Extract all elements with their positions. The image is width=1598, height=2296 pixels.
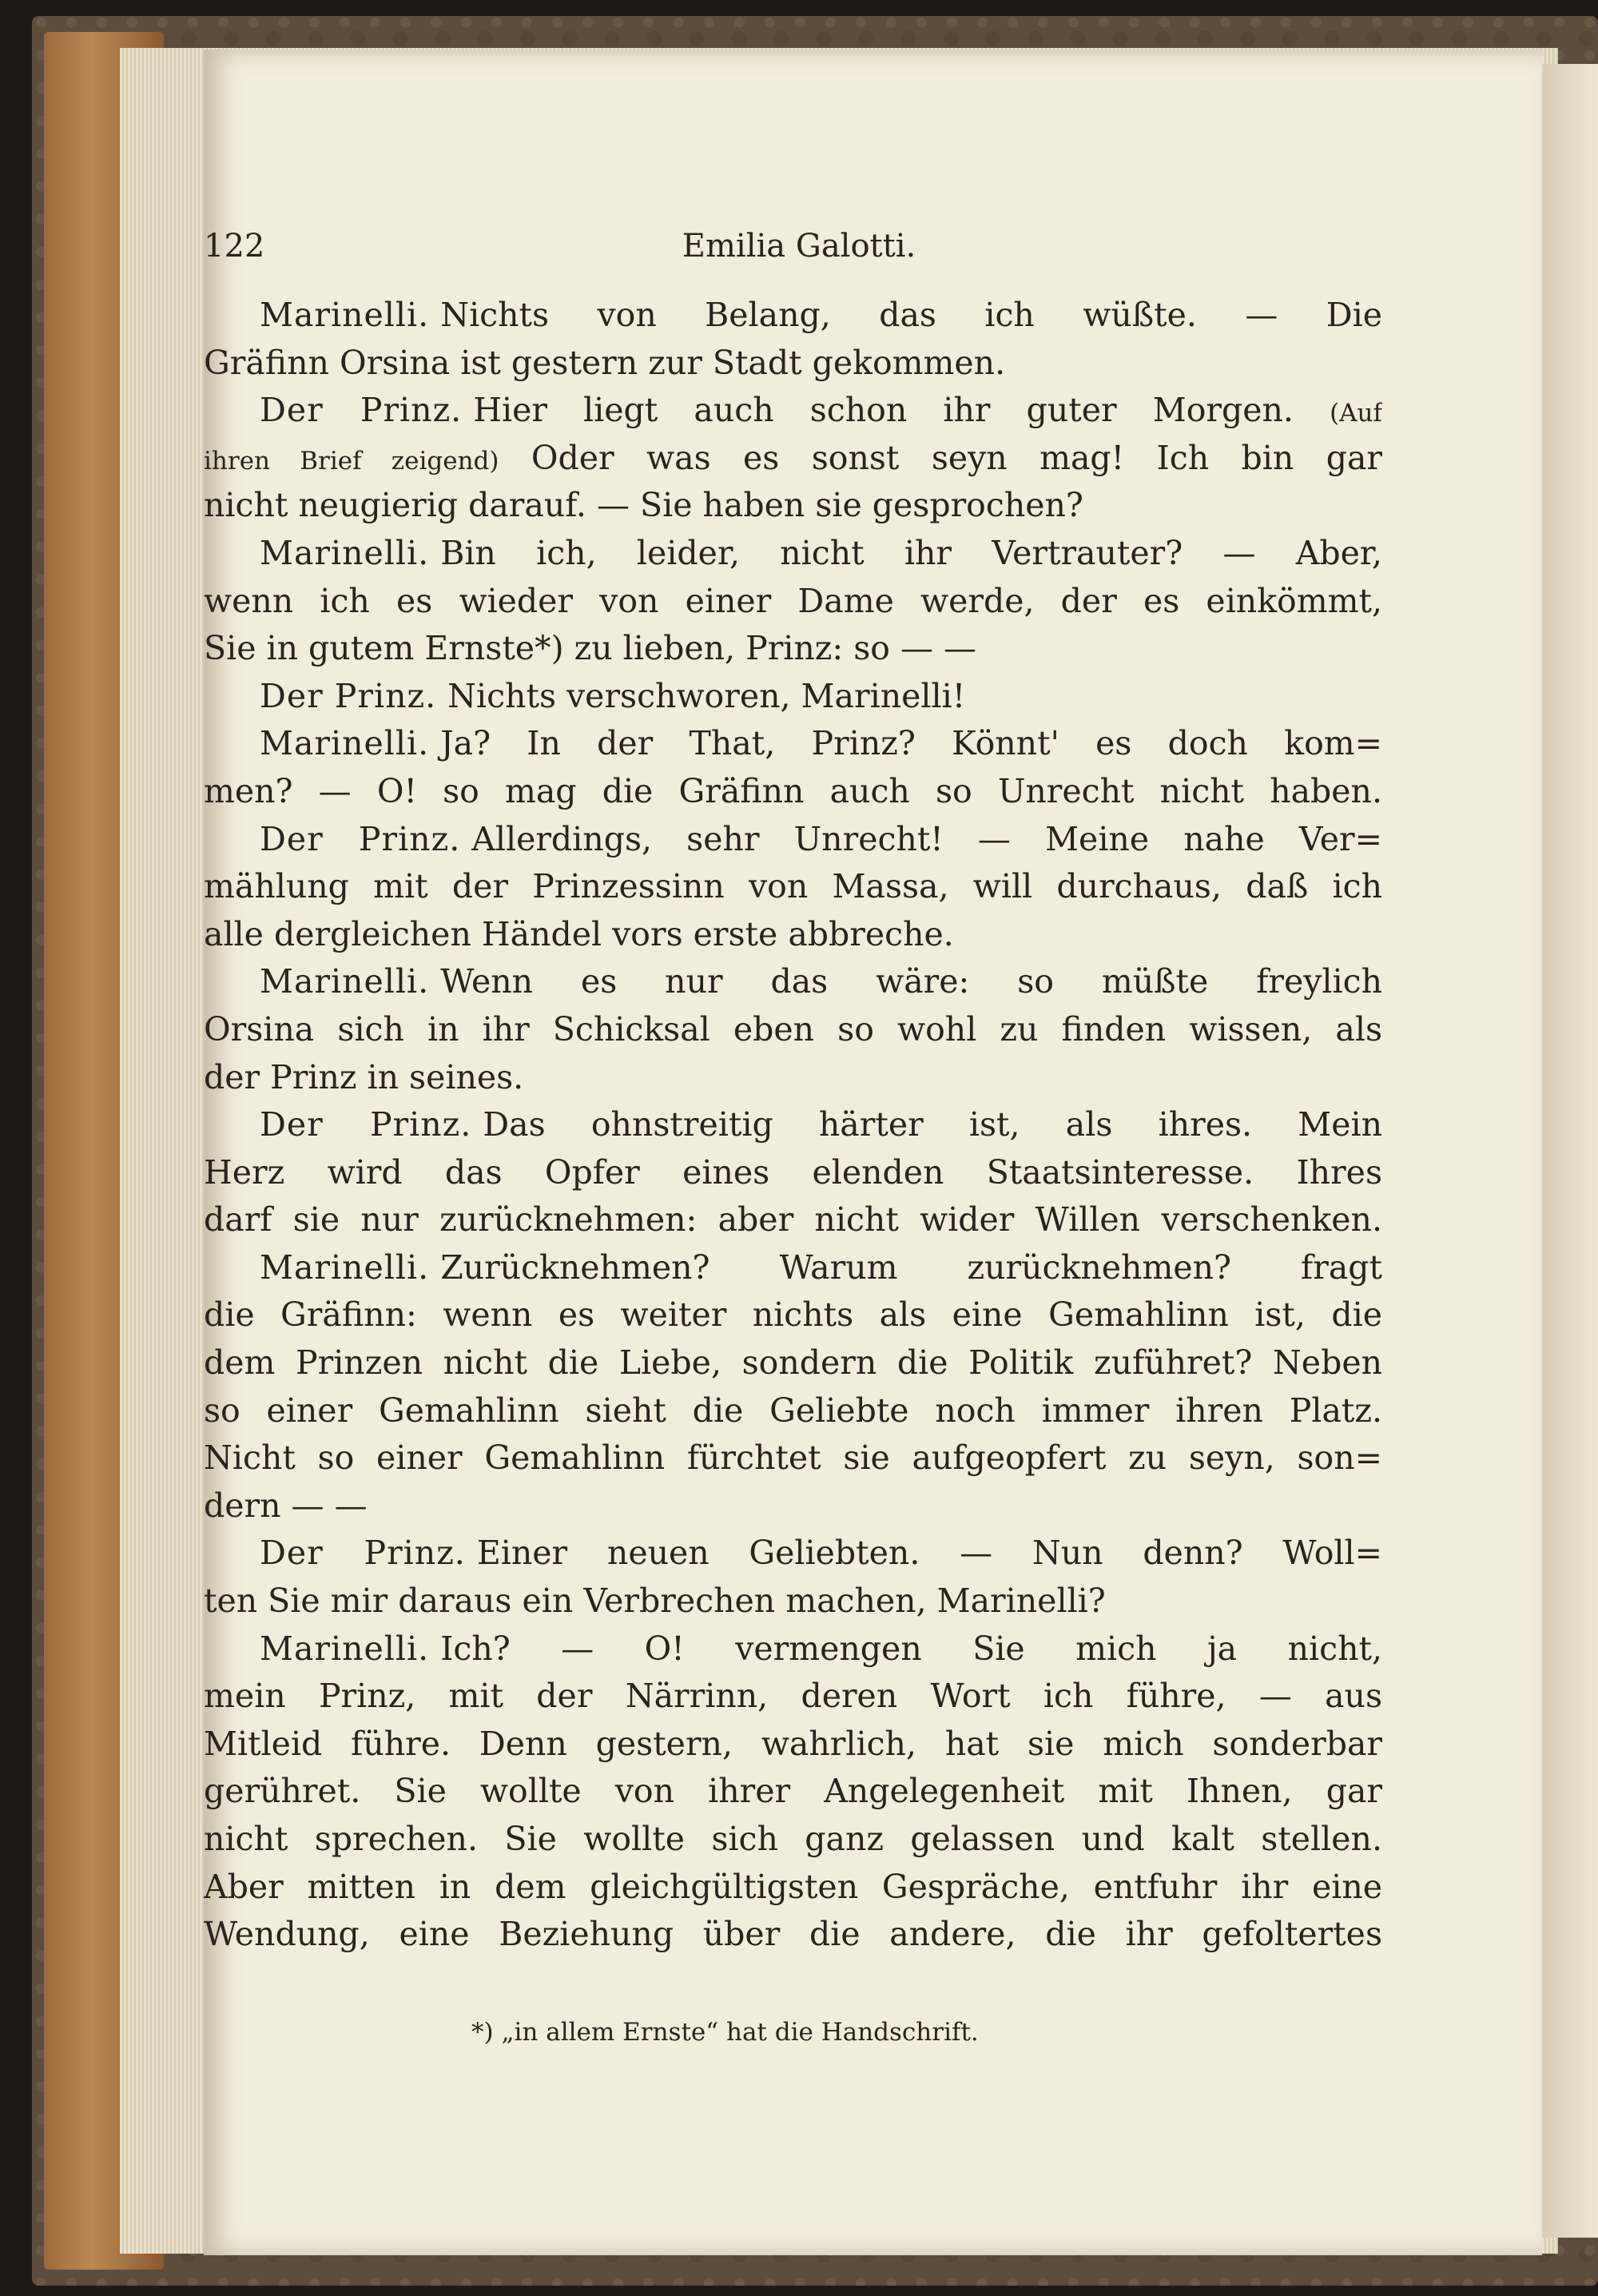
text-line: wenn ich es wieder von einer Dame werde, der es einkömmt, — [204, 581, 1382, 620]
text-line: Der Prinz. Nichts verschworen, Marinelli! — [260, 676, 966, 715]
text-line: Orsina sich in ihr Schicksal eben so wohl zu finden wissen, als — [204, 1009, 1382, 1049]
speaker-name: Marinelli. — [260, 724, 430, 763]
page-number: 122 — [204, 228, 265, 265]
speaker-name: Marinelli. — [260, 1629, 430, 1668]
speaker-name: Der Prinz. — [260, 1105, 472, 1144]
footnote: *) „in allem Ernste“ hat die Handschrift. — [471, 2018, 979, 2047]
text-line: Marinelli. Bin ich, leider, nicht ihr Vertrauter? — Aber, — [260, 533, 1382, 572]
speaker-name: Der Prinz. — [260, 1534, 466, 1573]
text-line: Marinelli. Wenn es nur das wäre: so müßte freylich — [260, 962, 1382, 1001]
text-line: dem Prinzen nicht die Liebe, sondern die Politik zuführet? Neben — [204, 1343, 1382, 1383]
body-text — [204, 292, 1382, 1959]
speaker-name: Marinelli. — [260, 962, 430, 1001]
text-line: ten Sie mir daraus ein Verbrechen machen, Marinelli? — [204, 1582, 1106, 1621]
text-line: men? — O! so mag die Gräfinn auch so Unrecht nicht haben. — [204, 771, 1382, 810]
text-line: mein Prinz, mit der Närrinn, deren Wort ich führe, — aus — [204, 1677, 1382, 1716]
text-line: Mitleid führe. Denn gestern, wahrlich, hat sie mich sonderbar — [204, 1724, 1382, 1763]
text-line: gerühret. Sie wollte von ihrer Angelegenheit mit Ihnen, gar — [204, 1772, 1382, 1811]
text-line: ihren Brief zeigend) Oder was es sonst seyn mag! Ich bin gar — [204, 438, 1382, 477]
stage-direction: (Auf — [1330, 399, 1382, 428]
text-line: Der Prinz. Einer neuen Geliebten. — Nun denn? Woll= — [260, 1534, 1382, 1573]
speaker-name: Marinelli. — [260, 533, 430, 572]
speaker-name: Marinelli. — [260, 1247, 430, 1287]
speaker-name: Der Prinz. — [260, 819, 461, 858]
text-line: die Gräfinn: wenn es weiter nichts als eine Gemahlinn ist, die — [204, 1295, 1382, 1335]
text-line: Wendung, eine Beziehung über die andere, die ihr gefoltertes — [204, 1915, 1382, 1954]
text-line: nicht neugierig darauf. — Sie haben sie gesprochen? — [204, 486, 1083, 525]
running-title: Emilia Galotti. — [682, 228, 916, 265]
text-line: Aber mitten in dem gleichgültigsten Gespräche, entfuhr ihr eine — [204, 1867, 1382, 1906]
text-line: Herz wird das Opfer eines elenden Staatsinteresse. Ihres — [204, 1152, 1382, 1192]
stage-direction: ihren Brief zeigend) — [204, 446, 499, 476]
text-line: Gräfinn Orsina ist gestern zur Stadt gekommen. — [204, 343, 1006, 382]
text-line: so einer Gemahlinn sieht die Geliebte noch immer ihren Platz. — [204, 1391, 1382, 1430]
facing-page-edge — [1542, 64, 1598, 2238]
text-line: Der Prinz. Das ohnstreitig härter ist, als ihres. Mein — [260, 1105, 1382, 1144]
page-header — [0, 228, 1598, 276]
text-line: mählung mit der Prinzessinn von Massa, will durchaus, daß ich — [204, 867, 1382, 906]
text-line: der Prinz in seines. — [204, 1057, 524, 1096]
speaker-name: Der Prinz. — [260, 676, 437, 715]
text-line: nicht sprechen. Sie wollte sich ganz gelassen und kalt stellen. — [204, 1820, 1382, 1858]
text-line: Marinelli. Zurücknehmen? Warum zurücknehmen? fragt — [260, 1247, 1382, 1287]
text-line: Marinelli. Nichts von Belang, das ich wüßte. — Die — [260, 296, 1382, 334]
text-line: Nicht so einer Gemahlinn fürchtet sie aufgeopfert zu seyn, son= — [204, 1438, 1382, 1478]
text-line: dern — — — [204, 1486, 368, 1525]
text-line: Sie in gutem Ernste*) zu lieben, Prinz: so — — — [204, 629, 977, 668]
text-line: Der Prinz. Allerdings, sehr Unrecht! — Meine nahe Ver= — [260, 819, 1382, 858]
text-line: Marinelli. Ja? In der That, Prinz? Könnt' es doch kom= — [260, 724, 1382, 763]
text-line: Marinelli. Ich? — O! vermengen Sie mich ja nicht, — [260, 1629, 1382, 1668]
speaker-name: Marinelli. — [260, 296, 430, 334]
text-line: darf sie nur zurücknehmen: aber nicht wider Willen verschenken. — [204, 1200, 1382, 1240]
text-line: Der Prinz. Hier liegt auch schon ihr guter Morgen. (Auf — [260, 391, 1382, 430]
speaker-name: Der Prinz. — [260, 391, 463, 430]
text-line: alle dergleichen Händel vors erste abbreche. — [204, 914, 954, 953]
